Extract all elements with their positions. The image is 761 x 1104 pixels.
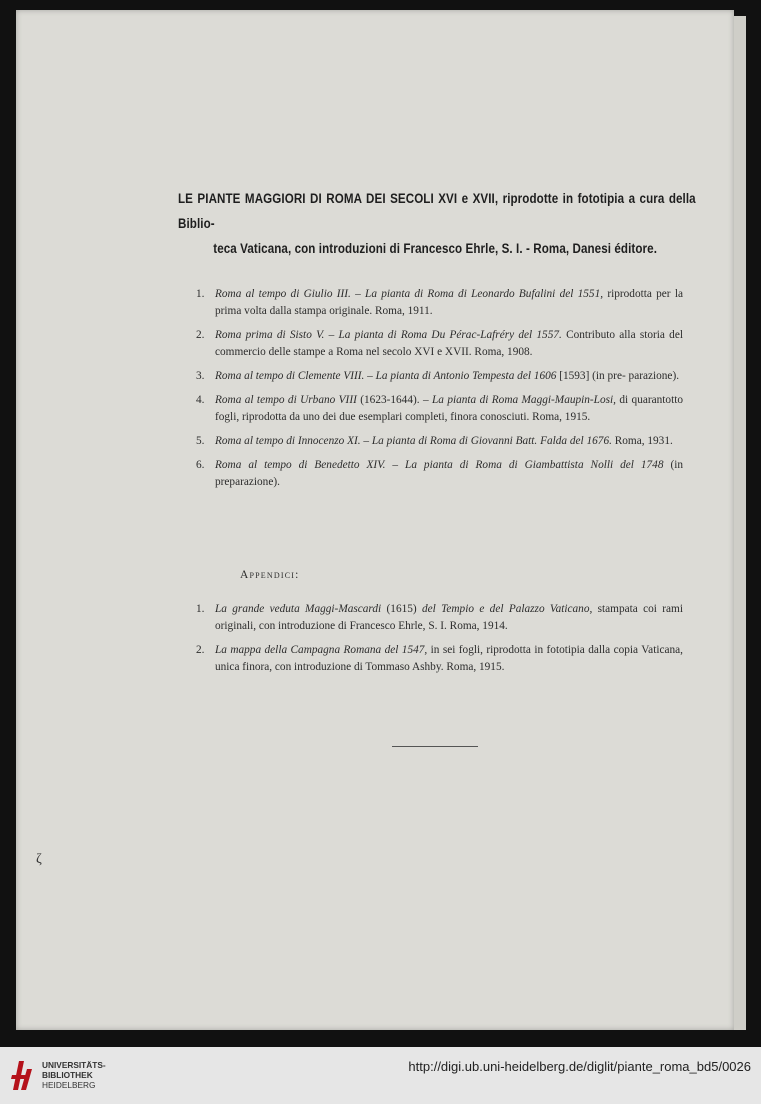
divider-rule: [392, 746, 478, 747]
list-item: [196, 327, 683, 361]
entry-text: [1593] (in pre- parazione).: [556, 370, 680, 382]
entry-title: Roma al tempo di Benedetto XIV. – La pianta di Roma di Giambattista Nolli del 1748: [215, 459, 664, 471]
list-item: [196, 286, 683, 320]
entry-title: La mappa della Campagna Romana del 1547,: [215, 644, 428, 656]
entry-number: 3.: [196, 370, 205, 382]
entry-title: Roma al tempo di Clemente VIII. – La pianta di Antonio Tempesta del 1606: [215, 370, 557, 382]
entry-text: Roma, 1931.: [611, 435, 673, 447]
title-line-1: LE PIANTE MAGGIORI DI ROMA DEI SECOLI XVI e XVII, riprodotte in fototipia a cura della Biblio-: [178, 191, 696, 231]
entry-number: 5.: [196, 435, 205, 447]
entry-title-2: La pianta di Roma Maggi-Maupin-Losi,: [432, 394, 616, 406]
library-name: [42, 1060, 106, 1090]
entry-text-2: stampata coi rami originali, con introduzione di Francesco Ehrle, S. I. Roma, 1914.: [215, 603, 683, 632]
entry-number: 1.: [196, 603, 205, 615]
source-url-link[interactable]: http://digi.ub.uni-heidelberg.de/diglit/piante_roma_bd5/0026: [408, 1059, 751, 1074]
entry-title: Roma al tempo di Innocenzo XI. – La pianta di Roma di Giovanni Batt. Falda del 1676.: [215, 435, 612, 447]
document-page: [16, 10, 734, 1030]
entry-title-2: del Tempio e del Palazzo Vaticano,: [422, 603, 593, 615]
list-item: [196, 368, 683, 385]
entry-number: 6.: [196, 459, 205, 471]
list-item: [196, 601, 683, 635]
list-item: [196, 642, 683, 676]
page-edge: [734, 16, 746, 1030]
entry-number: 4.: [196, 394, 205, 406]
list-item: [196, 457, 683, 491]
library-name-line: BIBLIOTHEK: [42, 1070, 93, 1080]
entry-number: 1.: [196, 288, 205, 300]
entry-title: Roma prima di Sisto V. – La pianta di Roma Du Pérac-Lafréry del 1557.: [215, 329, 562, 341]
library-name-line: HEIDELBERG: [42, 1080, 96, 1090]
list-item: [196, 392, 683, 426]
entry-text: Contributo alla storia del commercio delle stampe a Roma nel secolo XVI e XVII. Roma, 1908.: [215, 329, 683, 358]
entry-number: 2.: [196, 329, 205, 341]
entry-title: Roma al tempo di Giulio III. – La pianta di Roma di Leonardo Bufalini del 1551,: [215, 288, 604, 300]
list-item: [196, 433, 683, 450]
entry-title: La grande veduta Maggi-Mascardi: [215, 603, 382, 615]
entry-text: (1615): [381, 603, 422, 615]
entry-title: Roma al tempo di Urbano VIII: [215, 394, 357, 406]
appendix-list: [196, 601, 683, 683]
library-name-line: UNIVERSITÄTS-: [42, 1060, 106, 1070]
document-title: [178, 186, 696, 261]
margin-mark: ζ: [36, 852, 42, 867]
appendix-heading: Appendici:: [240, 569, 300, 581]
entry-text: riprodotta per la prima volta dalla stampa originale. Roma, 1911.: [215, 288, 683, 317]
entry-text: in sei fogli, riprodotta in fototipia dalla copia Vaticana, unica finora, con introduzione di Tommaso Ashby. Roma, 1915.: [215, 644, 683, 673]
library-logo-icon: [10, 1057, 34, 1093]
title-line-2: teca Vaticana, con introduzioni di Francesco Ehrle, S. I. - Roma, Danesi éditore.: [213, 241, 658, 256]
entry-text-2: di quarantotto fogli, riprodotta da uno dei due esemplari completi, finora conosciuti. Roma, 1915.: [215, 394, 684, 423]
entry-text: (1623-1644). –: [356, 394, 432, 406]
entries-list: [196, 286, 683, 498]
footer-bar: [0, 1047, 761, 1104]
entry-number: 2.: [196, 644, 205, 656]
entry-text: (in preparazione).: [215, 459, 683, 488]
